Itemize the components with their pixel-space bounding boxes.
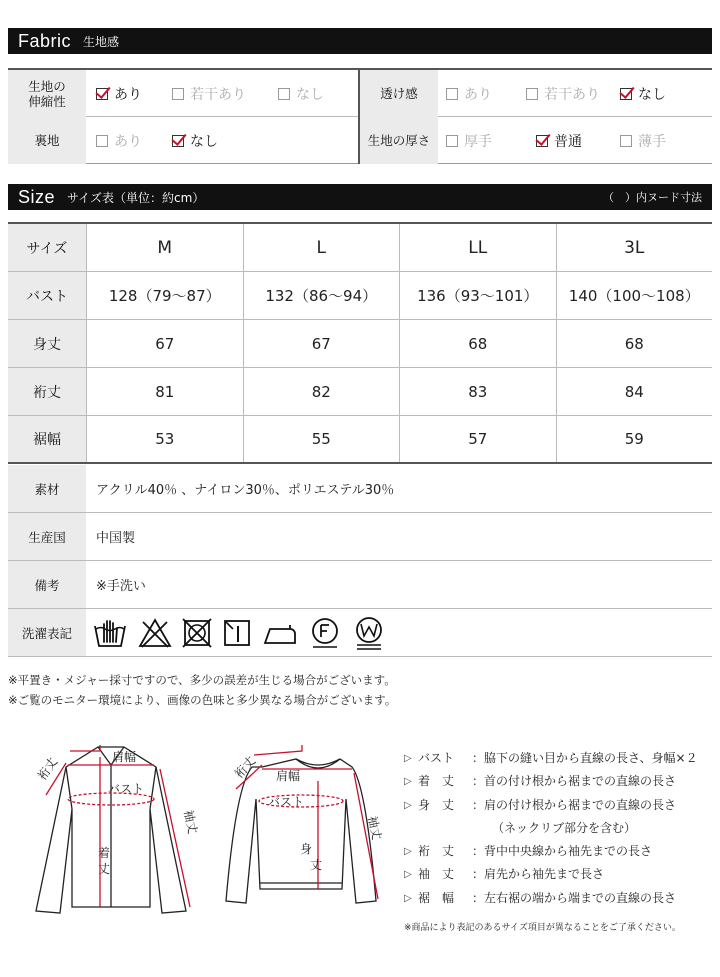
size-table xyxy=(8,222,712,464)
measurement-legend xyxy=(404,747,698,910)
table-cell: 57 xyxy=(399,416,556,462)
checkbox-icon xyxy=(172,88,184,100)
remarks-value: ※手洗い xyxy=(96,579,146,594)
table-cell: 68 xyxy=(399,320,556,367)
table-cell: 55 xyxy=(243,416,400,462)
stretch-option-yes xyxy=(96,70,142,117)
legend-value: ：脇下の縫い目から直線の長さ、身幅×２ xyxy=(472,751,698,765)
checkbox-icon xyxy=(96,135,108,147)
checkbox-icon xyxy=(620,135,632,147)
fabric-row-stretch xyxy=(8,70,712,117)
thickness-label: 生地の厚さ xyxy=(360,117,438,164)
fabric-title: Fabric xyxy=(18,30,72,51)
legend-value: ：首の付け根から裾までの直線の長さ xyxy=(472,774,677,789)
table-cell: 68 xyxy=(556,320,713,367)
nude-size-note: （ ）内ヌード寸法 xyxy=(603,191,702,204)
material-label: 素材 xyxy=(8,465,86,512)
table-cell: 128（79〜87） xyxy=(86,272,243,319)
material-value: アクリル40％ 、ナイロン30％、ポリエステル30％ xyxy=(96,483,395,498)
stretch-label-line2: 伸縮性 xyxy=(28,93,66,109)
option-label: あり xyxy=(114,133,142,150)
legend-value: ：肩の付け根から裾までの直線の長さ xyxy=(472,797,677,812)
legend-item xyxy=(404,840,698,863)
wet-clean-w-icon xyxy=(352,615,386,651)
sweater-kata-label: 肩幅 xyxy=(276,769,301,783)
table-row-bust xyxy=(8,272,712,320)
sweater-yuki-label: 裄丈 xyxy=(231,753,259,782)
hand-wash-icon xyxy=(92,616,128,650)
origin-label: 生産国 xyxy=(8,513,86,560)
table-cell: 53 xyxy=(86,416,243,462)
legend-key: バスト xyxy=(418,751,455,765)
table-cell: 83 xyxy=(399,368,556,415)
no-bleach-icon xyxy=(138,617,172,649)
size-title: Size xyxy=(18,186,56,207)
sheer-option-yes xyxy=(446,70,492,117)
care-row xyxy=(8,609,712,657)
triangle-right-icon: ▷ xyxy=(404,799,412,811)
triangle-right-icon: ▷ xyxy=(404,753,412,764)
fabric-row-lining xyxy=(8,117,712,164)
size-table-header xyxy=(8,224,712,272)
size-header-l: L xyxy=(243,224,400,271)
checkbox-icon xyxy=(446,135,458,147)
sheer-option-slight xyxy=(526,70,600,117)
option-label: 若干あり xyxy=(544,86,600,103)
legend-key: 袖 丈 xyxy=(418,867,455,882)
stretch-option-slight xyxy=(172,70,246,117)
dry-clean-f-icon xyxy=(308,616,342,650)
table-cell: 81 xyxy=(86,368,243,415)
option-label: 普通 xyxy=(554,133,582,150)
note-line: ※平置き・メジャー採寸ですので、多少の誤差が生じる場合がございます。 xyxy=(8,673,396,687)
stretch-option-no xyxy=(278,70,324,117)
legend-value: ：背中中央線から袖先までの長さ xyxy=(472,844,653,859)
no-tumble-dry-icon xyxy=(182,618,212,648)
thickness-option-thin xyxy=(620,117,666,164)
option-label: なし xyxy=(190,133,218,150)
remarks-label: 備考 xyxy=(8,561,86,608)
legend-key: 身 丈 xyxy=(418,797,455,812)
iron-low-icon xyxy=(262,619,298,647)
legend-item xyxy=(404,770,698,793)
legend-subnote: （ネックリブ部分を含む） xyxy=(492,820,637,835)
table-row-sleeve-from-center xyxy=(8,368,712,416)
option-label: 厚手 xyxy=(464,133,492,150)
checkbox-checked-icon xyxy=(96,88,108,100)
care-icons xyxy=(86,609,712,656)
triangle-right-icon: ▷ xyxy=(404,892,412,904)
size-header-m: M xyxy=(86,224,243,271)
footnote: ※商品により表記のあるサイズ項目が異なることをご了承ください。 xyxy=(404,923,681,933)
legend-value: ：左右裾の端から端までの直線の長さ xyxy=(472,890,677,905)
legend-value: ：肩先から袖先まで長さ xyxy=(472,867,605,882)
triangle-right-icon: ▷ xyxy=(404,846,412,858)
material-row xyxy=(8,465,712,513)
table-cell: 136（93〜101） xyxy=(399,272,556,319)
size-header-label: サイズ xyxy=(8,224,86,271)
option-label: なし xyxy=(296,86,324,103)
care-label: 洗濯表記 xyxy=(8,609,86,656)
table-cell: 59 xyxy=(556,416,713,462)
disclaimer-notes xyxy=(8,670,396,710)
checkbox-icon xyxy=(278,88,290,100)
legend-item xyxy=(404,794,698,817)
sweater-sode-label: 袖丈 xyxy=(365,814,384,842)
table-cell: 82 xyxy=(243,368,400,415)
fabric-subtitle: 生地感 xyxy=(83,34,120,49)
row-label: 裄丈 xyxy=(8,368,86,415)
option-label: あり xyxy=(114,86,142,103)
legend-key: 裄 丈 xyxy=(418,844,455,859)
checkbox-checked-icon xyxy=(620,88,632,100)
table-cell: 140（100〜108） xyxy=(556,272,713,319)
product-info-table xyxy=(8,465,712,657)
stretch-label-line1: 生地の xyxy=(28,78,66,94)
jacket-yuki-label: 裄丈 xyxy=(34,755,61,783)
thickness-option-normal xyxy=(536,117,582,164)
sweater-mi1-label: 身 xyxy=(300,842,313,856)
stretch-label xyxy=(8,70,86,117)
table-cell: 132（86〜94） xyxy=(243,272,400,319)
row-label: 裾幅 xyxy=(8,416,86,462)
checkbox-icon xyxy=(446,88,458,100)
legend-key: 裾 幅 xyxy=(418,890,455,905)
checkbox-icon xyxy=(526,88,538,100)
triangle-right-icon: ▷ xyxy=(404,869,412,881)
legend-item xyxy=(404,887,698,910)
jacket-bust-label: バスト xyxy=(108,782,145,796)
sweater-mi2-label: 丈 xyxy=(310,858,323,872)
remarks-row xyxy=(8,561,712,609)
table-cell: 67 xyxy=(243,320,400,367)
legend-item xyxy=(404,747,698,770)
size-header-ll: LL xyxy=(399,224,556,271)
origin-row xyxy=(8,513,712,561)
table-cell: 84 xyxy=(556,368,713,415)
origin-value: 中国製 xyxy=(96,531,136,546)
note-line: ※ご覧のモニター環境により、画像の色味と多少異なる場合がございます。 xyxy=(8,693,397,707)
sweater-bust-label: バスト xyxy=(268,795,305,809)
lining-option-no xyxy=(172,117,218,164)
legend-key: 着 丈 xyxy=(418,774,455,789)
table-cell: 67 xyxy=(86,320,243,367)
size-header-3l: 3L xyxy=(556,224,713,271)
option-label: 薄手 xyxy=(638,133,666,150)
sweater-outline xyxy=(226,759,376,903)
checkbox-checked-icon xyxy=(172,135,184,147)
lining-option-yes xyxy=(96,117,142,164)
measurement-diagram xyxy=(0,725,400,925)
option-label: なし xyxy=(638,86,666,103)
fabric-divider xyxy=(358,70,360,164)
thickness-option-thick xyxy=(446,117,492,164)
size-section-header xyxy=(8,184,712,210)
jacket-sode-label: 袖丈 xyxy=(181,808,200,836)
sheer-label: 透け感 xyxy=(360,70,438,117)
jacket-outline xyxy=(36,747,186,913)
option-label: あり xyxy=(464,86,492,103)
legend-item xyxy=(404,863,698,886)
checkbox-checked-icon xyxy=(536,135,548,147)
line-dry-shade-icon xyxy=(222,618,252,648)
jacket-ki2-label: 丈 xyxy=(98,862,111,876)
fabric-table xyxy=(8,68,712,164)
table-row-hem-width xyxy=(8,416,712,464)
jacket-ki1-label: 着 xyxy=(98,846,111,860)
option-label: 若干あり xyxy=(190,86,246,103)
triangle-right-icon: ▷ xyxy=(404,776,412,788)
table-row-body-length xyxy=(8,320,712,368)
size-subtitle: サイズ表（単位：約cm） xyxy=(67,190,205,205)
lining-label: 裏地 xyxy=(8,117,86,164)
jacket-kata-label: 肩幅 xyxy=(112,750,137,764)
fabric-section-header xyxy=(8,28,712,54)
sheer-option-no xyxy=(620,70,666,117)
row-label: バスト xyxy=(8,272,86,319)
row-label: 身丈 xyxy=(8,320,86,367)
